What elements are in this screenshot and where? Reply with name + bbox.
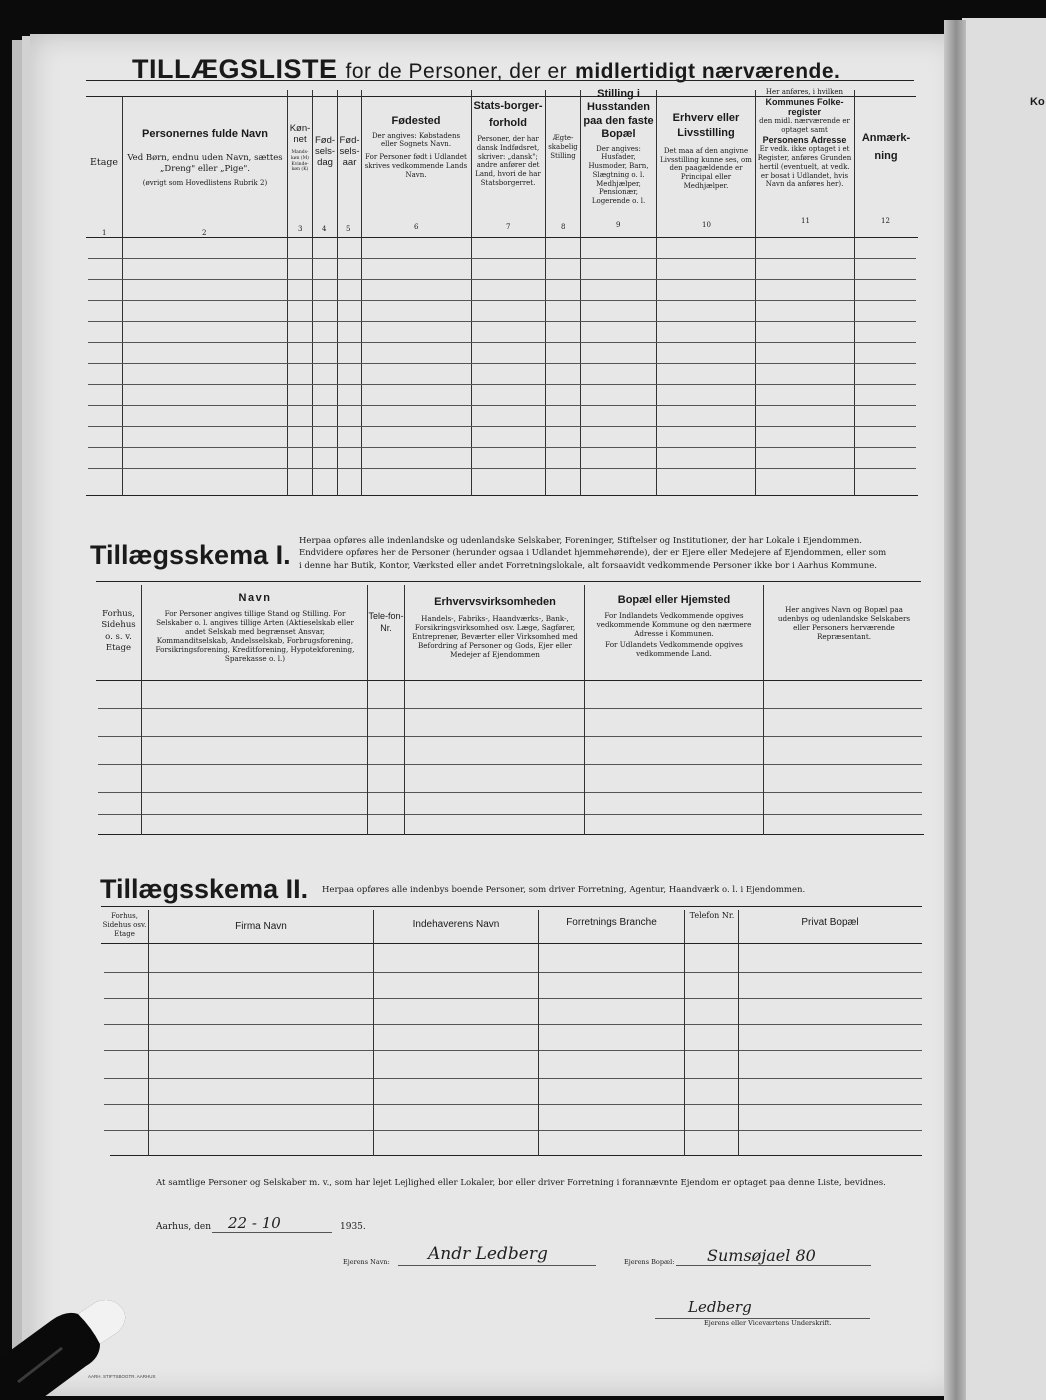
col-num-11: 11: [801, 217, 810, 225]
col-birthyear-header: Fød-sels-aar: [339, 135, 360, 168]
skema1-col-erhverv-title: Erhvervsvirksomheden: [434, 596, 556, 608]
col-marital-header: Ægte-skabelig Stilling: [548, 134, 578, 160]
skema1-intro-line-1: Herpaa opføres alle indenlandske og udenlandske Selskaber, Foreninger, Stiftelser og Institutioner, der har Lokale i Ejendommen.: [299, 536, 863, 546]
next-page-strip: [962, 18, 1046, 1400]
col-occupation-sub: Det maa af den angivne Livsstilling kunne ses, om den paagældende er Principal eller Medhjælper.: [660, 146, 752, 190]
col-birthplace-sub2: For Personer født i Udlandet skrives vedkommende Lands Navn.: [364, 153, 468, 179]
next-page-edge-text: Ko: [1030, 96, 1045, 108]
col-gender-header: [288, 124, 312, 173]
skema1-col-erhverv-sub: Handels-, Fabriks-, Haandværks-, Bank-, Forsikringsvirksomhed osv. Læge, Sagfører, Entreprenør, Beværter eller Virksomhed med Befordring af Personer og Gods, Ejer eller Medejer af Ejendommen: [412, 613, 578, 659]
col-household-header: [581, 88, 656, 206]
book-gutter: [944, 20, 966, 1400]
footer-signature-label: Ejerens eller Viceværtens Underskrift.: [704, 1319, 832, 1327]
skema2-intro: Herpaa opføres alle indenbys boende Personer, som driver Forretning, Agentur, Haandværk o. l. i Ejendommen.: [322, 885, 806, 895]
col-name-note: (øvrigt som Hovedlistens Rubrik 2): [142, 178, 268, 187]
skema2-col-branche: Forretnings Branche: [566, 917, 657, 928]
col-num-10: 10: [702, 221, 711, 229]
col-occupation-header: [658, 111, 754, 191]
skema2-col-bopael: Privat Bopæl: [801, 917, 859, 928]
skema2-col-etage: Forhus, Sidehus osv. Etage: [102, 912, 147, 939]
skema1-col-etage: Forhus, Sidehus o. s. v. Etage: [101, 609, 136, 654]
skema1-intro: [299, 535, 927, 572]
main-list-title-light: for de Personer, der er: [345, 60, 568, 83]
skema2-col-indehaver: Indehaverens Navn: [412, 919, 500, 930]
col-name-sub: Ved Børn, endnu uden Navn, sættes „Dreng" eller „Pige".: [127, 152, 283, 174]
main-list-title-bold: midlertidigt nærværende.: [575, 60, 841, 83]
col-household-sub: Der angives: Husfader, Husmoder, Barn, Slægtning o. l. Medhjælper, Pensionær, Logerende o. l.: [588, 144, 649, 206]
skema1-title: Tillægsskema I.: [90, 540, 291, 570]
skema2-col-firma: Firma Navn: [235, 921, 287, 932]
skema1-col-bopael-sub1: For Indlandets Vedkommende opgives vedkommende Kommune og den nærmere Adresse i Kommunen.: [596, 610, 752, 638]
footer-signature-handwritten: Ledberg: [688, 1298, 752, 1316]
footer-year: 1935.: [340, 1222, 366, 1232]
col-citizenship-header: [473, 98, 543, 188]
col-gender-sub: Mands-køn (M) Kvinde-køn (K): [291, 149, 309, 173]
col-birthday-header: Fød-sels-dag: [314, 135, 336, 168]
col-num-9: 9: [616, 221, 621, 229]
col-num-6: 6: [414, 223, 419, 231]
skema1-col-bopael-title: Bopæl eller Hjemsted: [617, 594, 731, 606]
col-remark-header: Anmærk-ning: [861, 132, 911, 162]
col-citizenship-sub: Personer, der har dansk Indfødsret, skriver: „dansk"; andre anfører det Land, hvori de har Statsborgerret.: [475, 135, 541, 187]
footer-owner-address-handwritten: Sumsøjael 80: [707, 1246, 816, 1265]
col-name-header: [126, 128, 284, 187]
col-gender-title: Køn-net: [289, 123, 311, 145]
col-birthplace-sub: Der angives: Købstadens eller Sognets Navn.: [371, 131, 461, 149]
footer-place: Aarhus, den: [156, 1222, 211, 1232]
col-citizenship-title: Stats-borger-forhold: [473, 100, 543, 129]
footer-date-handwritten: 22 - 10: [228, 1214, 281, 1232]
col-register-sub: den midl. nærværende er optaget samt: [759, 117, 850, 135]
col-num-8: 8: [561, 223, 566, 231]
footer-owner-name-label: Ejerens Navn:: [343, 1258, 390, 1266]
footer-declaration: At samtlige Personer og Selskaber m. v., som har lejet Lejlighed eller Lokaler, bor eller driver Forretning i forannævnte Ejendom er optaget paa denne Liste, bevidnes.: [156, 1178, 886, 1188]
col-occupation-title: Erhverv eller Livsstilling: [672, 112, 740, 140]
main-list-title-big: TILLÆGSLISTE: [132, 54, 338, 84]
printer-stamp: AARH. STIFTSBOGTR. AARHUS: [88, 1374, 156, 1379]
skema1-col-navn-sub: For Personer angives tillige Stand og Stilling. For Selskaber o. l. angives tillige Arten (Aktieselskab eller andet Selskab med begrænset Ansvar, Kommanditselskab, Andelsselskab, Forbrugsforening, Forsikringsforening, Kreditforening, Hypotekforening, Sparekasse o. l.): [155, 608, 355, 663]
col-register-title-top: Her anføres, i hvilken: [765, 88, 844, 96]
footer-owner-address-label: Ejerens Bopæl:: [624, 1258, 675, 1266]
col-num-5: 5: [346, 225, 351, 233]
col-birthplace-header: [364, 115, 468, 179]
col-birthplace-title: Fødested: [391, 115, 441, 127]
skema2-col-telefon: Telefon Nr.: [689, 911, 735, 920]
col-register-sub2: Er vedk. ikke optaget i et Register, anføres Grunden hertil (eventuelt, at vedk. er bosat i Udlandet, hvis Navn da anføres her).: [757, 145, 852, 189]
col-register-title2: Personens Adresse: [762, 134, 847, 145]
register-page: [30, 34, 960, 1396]
col-register-header: [756, 88, 853, 189]
skema2-title: Tillægsskema II.: [100, 874, 309, 904]
footer-owner-name-handwritten: Andr Ledberg: [428, 1244, 548, 1264]
col-register-title: Kommunes Folke-register: [765, 96, 844, 118]
col-num-3: 3: [298, 225, 303, 233]
col-num-12: 12: [881, 217, 890, 225]
pen-object: [0, 1262, 150, 1400]
col-num-7: 7: [506, 223, 511, 231]
col-household-title: Stilling i Husstanden paa den faste Bopæl: [583, 88, 654, 141]
skema1-col-navn-title: Navn: [238, 592, 272, 604]
col-num-1: 1: [102, 229, 107, 237]
col-num-4: 4: [322, 225, 327, 233]
col-etage-header: Etage: [89, 157, 119, 168]
skema1-col-telefon: Tele-fon-Nr.: [368, 611, 404, 633]
skema1-col-bopael-sub2: For Udlandets Vedkommende opgives vedkommende Land.: [605, 639, 743, 658]
col-num-2: 2: [202, 229, 207, 237]
skema1-col-bopael: [588, 594, 760, 658]
skema1-col-erhverv: [408, 596, 582, 659]
skema1-intro-line-3: i denne har Butik, Kontor, Værksted eller andet Forretningslokale, alt forsaavidt vedkommende Personer ikke bor i Aarhus Kommune.: [299, 560, 877, 571]
skema1-col-navn: [150, 592, 360, 663]
col-name-title: Personernes fulde Navn: [142, 128, 268, 140]
skema1-intro-line-2: Endvidere opføres her de Personer (herunder ogsaa i Udlandet hjemmehørende), der er Ejere eller Medejere af Ejendommen, eller som: [299, 548, 887, 559]
skema1-col-repr: Her angives Navn og Bopæl paa udenbys og udenlandske Selskabers eller Personers herværende Repræsentant.: [777, 605, 911, 641]
